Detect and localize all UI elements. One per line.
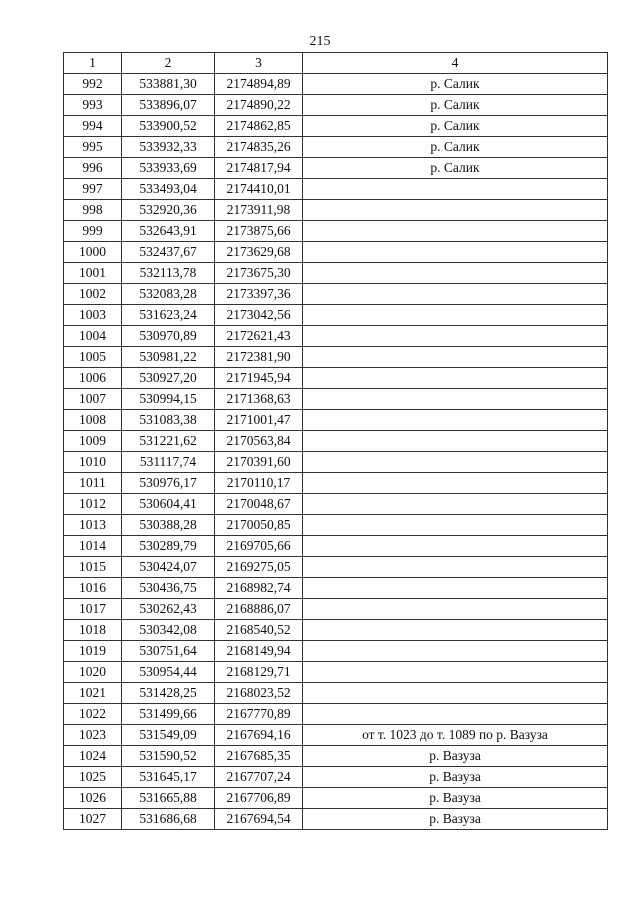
y-coordinate-cell: 2173911,98	[215, 200, 303, 221]
point-number-cell: 1013	[64, 515, 122, 536]
description-cell: р. Вазуза	[303, 746, 608, 767]
x-coordinate-cell: 530342,08	[122, 620, 215, 641]
description-cell	[303, 620, 608, 641]
table-row	[64, 725, 608, 746]
point-number-cell: 992	[64, 74, 122, 95]
x-coordinate-cell: 531428,25	[122, 683, 215, 704]
x-coordinate-cell: 532643,91	[122, 221, 215, 242]
point-number-cell: 1004	[64, 326, 122, 347]
x-coordinate-cell: 530970,89	[122, 326, 215, 347]
y-coordinate-cell: 2167706,89	[215, 788, 303, 809]
description-cell	[303, 662, 608, 683]
point-number-cell: 994	[64, 116, 122, 137]
x-coordinate-cell: 531499,66	[122, 704, 215, 725]
point-number-cell: 1024	[64, 746, 122, 767]
x-coordinate-cell: 531549,09	[122, 725, 215, 746]
x-coordinate-cell: 530289,79	[122, 536, 215, 557]
description-cell: р. Салик	[303, 95, 608, 116]
point-number-cell: 1026	[64, 788, 122, 809]
table-row	[64, 578, 608, 599]
x-coordinate-cell: 530981,22	[122, 347, 215, 368]
point-number-cell: 1008	[64, 410, 122, 431]
description-cell	[303, 599, 608, 620]
x-coordinate-cell: 530604,41	[122, 494, 215, 515]
table-row	[64, 368, 608, 389]
x-coordinate-cell: 533933,69	[122, 158, 215, 179]
table-row	[64, 305, 608, 326]
table-row	[64, 347, 608, 368]
x-coordinate-cell: 531686,68	[122, 809, 215, 830]
column-header: 4	[303, 53, 608, 74]
table-row	[64, 662, 608, 683]
page-number: 215	[309, 34, 331, 49]
table-row	[64, 683, 608, 704]
x-coordinate-cell: 530388,28	[122, 515, 215, 536]
point-number-cell: 1017	[64, 599, 122, 620]
x-coordinate-cell: 530751,64	[122, 641, 215, 662]
table-row	[64, 326, 608, 347]
x-coordinate-cell: 532920,36	[122, 200, 215, 221]
table-row	[64, 473, 608, 494]
point-number-cell: 1009	[64, 431, 122, 452]
table-row	[64, 494, 608, 515]
point-number-cell: 1020	[64, 662, 122, 683]
x-coordinate-cell: 530927,20	[122, 368, 215, 389]
description-cell: р. Салик	[303, 74, 608, 95]
y-coordinate-cell: 2170391,60	[215, 452, 303, 473]
x-coordinate-cell: 530976,17	[122, 473, 215, 494]
description-cell	[303, 515, 608, 536]
point-number-cell: 1002	[64, 284, 122, 305]
y-coordinate-cell: 2169275,05	[215, 557, 303, 578]
y-coordinate-cell: 2174894,89	[215, 74, 303, 95]
table-row	[64, 74, 608, 95]
table-row	[64, 620, 608, 641]
table-row	[64, 116, 608, 137]
table-row	[64, 158, 608, 179]
description-cell	[303, 410, 608, 431]
x-coordinate-cell: 530262,43	[122, 599, 215, 620]
table-row	[64, 242, 608, 263]
table-row	[64, 263, 608, 284]
y-coordinate-cell: 2167707,24	[215, 767, 303, 788]
y-coordinate-cell: 2167694,16	[215, 725, 303, 746]
y-coordinate-cell: 2174817,94	[215, 158, 303, 179]
description-cell	[303, 389, 608, 410]
x-coordinate-cell: 531665,88	[122, 788, 215, 809]
description-cell	[303, 368, 608, 389]
coordinates-table	[63, 52, 608, 830]
table-row	[64, 179, 608, 200]
point-number-cell: 1022	[64, 704, 122, 725]
x-coordinate-cell: 530436,75	[122, 578, 215, 599]
description-cell	[303, 536, 608, 557]
y-coordinate-cell: 2170563,84	[215, 431, 303, 452]
y-coordinate-cell: 2169705,66	[215, 536, 303, 557]
description-cell: р. Вазуза	[303, 809, 608, 830]
point-number-cell: 1018	[64, 620, 122, 641]
point-number-cell: 1006	[64, 368, 122, 389]
table-row	[64, 746, 608, 767]
y-coordinate-cell: 2171001,47	[215, 410, 303, 431]
y-coordinate-cell: 2172621,43	[215, 326, 303, 347]
point-number-cell: 1016	[64, 578, 122, 599]
y-coordinate-cell: 2174410,01	[215, 179, 303, 200]
y-coordinate-cell: 2173397,36	[215, 284, 303, 305]
x-coordinate-cell: 530994,15	[122, 389, 215, 410]
point-number-cell: 1011	[64, 473, 122, 494]
description-cell	[303, 431, 608, 452]
point-number-cell: 1010	[64, 452, 122, 473]
x-coordinate-cell: 531083,38	[122, 410, 215, 431]
table-row	[64, 284, 608, 305]
point-number-cell: 993	[64, 95, 122, 116]
table-row	[64, 809, 608, 830]
y-coordinate-cell: 2168149,94	[215, 641, 303, 662]
description-cell: от т. 1023 до т. 1089 по р. Вазуза	[303, 725, 608, 746]
y-coordinate-cell: 2170048,67	[215, 494, 303, 515]
point-number-cell: 1005	[64, 347, 122, 368]
point-number-cell: 1007	[64, 389, 122, 410]
point-number-cell: 1003	[64, 305, 122, 326]
description-cell	[303, 578, 608, 599]
point-number-cell: 998	[64, 200, 122, 221]
y-coordinate-cell: 2168982,74	[215, 578, 303, 599]
point-number-cell: 1001	[64, 263, 122, 284]
column-header: 2	[122, 53, 215, 74]
table-row	[64, 788, 608, 809]
y-coordinate-cell: 2173675,30	[215, 263, 303, 284]
x-coordinate-cell: 533932,33	[122, 137, 215, 158]
table-row	[64, 641, 608, 662]
x-coordinate-cell: 531221,62	[122, 431, 215, 452]
x-coordinate-cell: 531645,17	[122, 767, 215, 788]
y-coordinate-cell: 2171945,94	[215, 368, 303, 389]
y-coordinate-cell: 2173042,56	[215, 305, 303, 326]
y-coordinate-cell: 2170110,17	[215, 473, 303, 494]
table-row	[64, 536, 608, 557]
point-number-cell: 1012	[64, 494, 122, 515]
table-row	[64, 704, 608, 725]
x-coordinate-cell: 533900,52	[122, 116, 215, 137]
x-coordinate-cell: 530424,07	[122, 557, 215, 578]
description-cell: р. Салик	[303, 158, 608, 179]
description-cell	[303, 263, 608, 284]
description-cell	[303, 494, 608, 515]
description-cell	[303, 284, 608, 305]
table-row	[64, 137, 608, 158]
point-number-cell: 1015	[64, 557, 122, 578]
point-number-cell: 997	[64, 179, 122, 200]
x-coordinate-cell: 532113,78	[122, 263, 215, 284]
description-cell	[303, 452, 608, 473]
y-coordinate-cell: 2171368,63	[215, 389, 303, 410]
x-coordinate-cell: 532083,28	[122, 284, 215, 305]
table-row	[64, 557, 608, 578]
table-row	[64, 431, 608, 452]
point-number-cell: 1025	[64, 767, 122, 788]
table-row	[64, 599, 608, 620]
point-number-cell: 995	[64, 137, 122, 158]
y-coordinate-cell: 2174862,85	[215, 116, 303, 137]
description-cell: р. Вазуза	[303, 788, 608, 809]
y-coordinate-cell: 2170050,85	[215, 515, 303, 536]
table-row	[64, 767, 608, 788]
point-number-cell: 999	[64, 221, 122, 242]
x-coordinate-cell: 531623,24	[122, 305, 215, 326]
point-number-cell: 1014	[64, 536, 122, 557]
column-header: 3	[215, 53, 303, 74]
y-coordinate-cell: 2167770,89	[215, 704, 303, 725]
table-row	[64, 221, 608, 242]
table-row	[64, 389, 608, 410]
table-header-row	[64, 53, 608, 74]
description-cell	[303, 641, 608, 662]
description-cell: р. Салик	[303, 137, 608, 158]
point-number-cell: 1021	[64, 683, 122, 704]
x-coordinate-cell: 533896,07	[122, 95, 215, 116]
table-row	[64, 200, 608, 221]
table-row	[64, 410, 608, 431]
description-cell	[303, 305, 608, 326]
description-cell	[303, 347, 608, 368]
y-coordinate-cell: 2173629,68	[215, 242, 303, 263]
column-header: 1	[64, 53, 122, 74]
description-cell	[303, 557, 608, 578]
y-coordinate-cell: 2173875,66	[215, 221, 303, 242]
x-coordinate-cell: 533881,30	[122, 74, 215, 95]
table-row	[64, 452, 608, 473]
description-cell	[303, 473, 608, 494]
x-coordinate-cell: 531590,52	[122, 746, 215, 767]
y-coordinate-cell: 2172381,90	[215, 347, 303, 368]
y-coordinate-cell: 2168023,52	[215, 683, 303, 704]
y-coordinate-cell: 2167685,35	[215, 746, 303, 767]
point-number-cell: 1000	[64, 242, 122, 263]
point-number-cell: 1019	[64, 641, 122, 662]
description-cell: р. Вазуза	[303, 767, 608, 788]
y-coordinate-cell: 2168540,52	[215, 620, 303, 641]
y-coordinate-cell: 2167694,54	[215, 809, 303, 830]
description-cell	[303, 683, 608, 704]
y-coordinate-cell: 2174890,22	[215, 95, 303, 116]
description-cell	[303, 179, 608, 200]
x-coordinate-cell: 530954,44	[122, 662, 215, 683]
point-number-cell: 996	[64, 158, 122, 179]
description-cell	[303, 200, 608, 221]
point-number-cell: 1023	[64, 725, 122, 746]
x-coordinate-cell: 531117,74	[122, 452, 215, 473]
description-cell	[303, 242, 608, 263]
description-cell	[303, 704, 608, 725]
y-coordinate-cell: 2168886,07	[215, 599, 303, 620]
table-row	[64, 515, 608, 536]
x-coordinate-cell: 533493,04	[122, 179, 215, 200]
x-coordinate-cell: 532437,67	[122, 242, 215, 263]
point-number-cell: 1027	[64, 809, 122, 830]
table-row	[64, 95, 608, 116]
description-cell	[303, 326, 608, 347]
description-cell: р. Салик	[303, 116, 608, 137]
y-coordinate-cell: 2174835,26	[215, 137, 303, 158]
description-cell	[303, 221, 608, 242]
y-coordinate-cell: 2168129,71	[215, 662, 303, 683]
